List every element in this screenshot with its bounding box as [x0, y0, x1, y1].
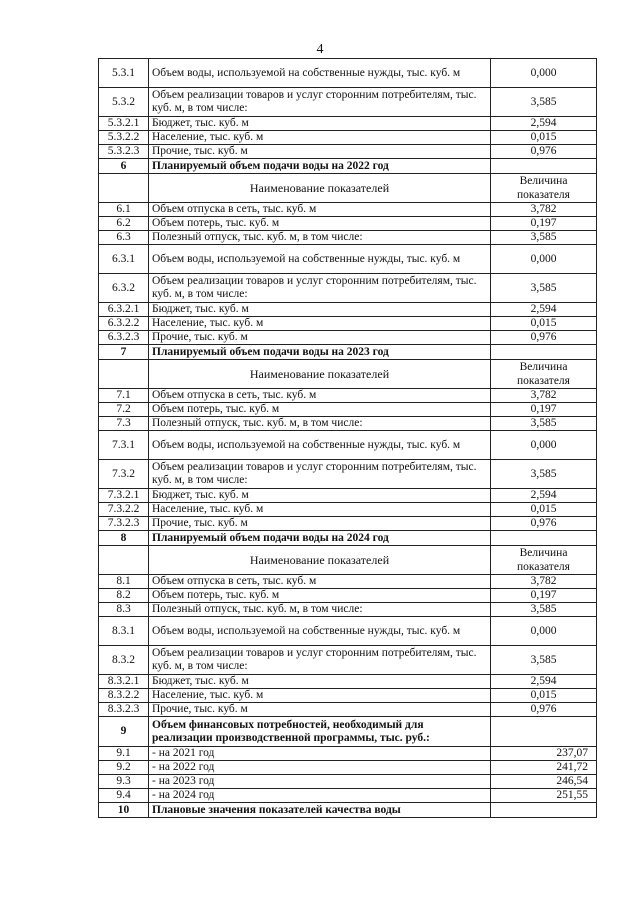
- row-value: 0,197: [491, 403, 597, 417]
- production-program-table: [98, 58, 597, 818]
- row-number: 7.3: [99, 417, 149, 431]
- row-description: Прочие, тыс. куб. м: [149, 145, 491, 159]
- table-row: [99, 174, 597, 203]
- row-value: [491, 531, 597, 546]
- row-number: 6.3.2.1: [99, 303, 149, 317]
- row-value: 2,594: [491, 117, 597, 131]
- column-header-value: Величина показателя: [491, 546, 597, 575]
- table-row: [99, 331, 597, 345]
- row-description: Бюджет, тыс. куб. м: [149, 489, 491, 503]
- row-number: 7.3.1: [99, 431, 149, 460]
- row-number: 8.3.2.3: [99, 703, 149, 717]
- table-row: [99, 317, 597, 331]
- row-value: 3,782: [491, 575, 597, 589]
- row-number: 6.3.2.2: [99, 317, 149, 331]
- row-number: 6: [99, 159, 149, 174]
- row-description: Объем финансовых потребностей, необходимый для реализации производственной программы, тыс. руб.:: [149, 717, 491, 747]
- row-value: [491, 345, 597, 360]
- table-body: [99, 59, 597, 818]
- row-value: 2,594: [491, 489, 597, 503]
- row-value: 0,976: [491, 331, 597, 345]
- row-number: 7.3.2.1: [99, 489, 149, 503]
- row-value: 241,72: [491, 761, 597, 775]
- page-number: 4: [316, 42, 324, 57]
- table-row: [99, 303, 597, 317]
- row-description: Полезный отпуск, тыс. куб. м, в том числе:: [149, 417, 491, 431]
- table-row: [99, 159, 597, 174]
- row-description: Плановые значения показателей качества воды: [149, 803, 491, 818]
- table-row: [99, 646, 597, 675]
- column-header-name: Наименование показателей: [149, 360, 491, 389]
- row-description: Прочие, тыс. куб. м: [149, 703, 491, 717]
- row-value: 0,015: [491, 317, 597, 331]
- table-row: [99, 59, 597, 88]
- row-description: Прочие, тыс. куб. м: [149, 517, 491, 531]
- row-value: [491, 717, 597, 747]
- row-value: 2,594: [491, 675, 597, 689]
- table-row: [99, 431, 597, 460]
- row-number: 8.3: [99, 603, 149, 617]
- row-description: Объем отпуска в сеть, тыс. куб. м: [149, 203, 491, 217]
- row-value: 246,54: [491, 775, 597, 789]
- row-number: 10: [99, 803, 149, 818]
- row-value: 0,976: [491, 517, 597, 531]
- row-value: 0,000: [491, 245, 597, 274]
- table-row: [99, 489, 597, 503]
- row-number: 6.3.1: [99, 245, 149, 274]
- row-number: 5.3.2: [99, 88, 149, 117]
- row-number: 8.3.2.1: [99, 675, 149, 689]
- row-number: 6.3.2.3: [99, 331, 149, 345]
- table-row: [99, 531, 597, 546]
- table-row: [99, 689, 597, 703]
- row-description: Объем воды, используемой на собственные нужды, тыс. куб. м: [149, 245, 491, 274]
- row-number: 8.3.1: [99, 617, 149, 646]
- table-row: [99, 403, 597, 417]
- table-row: [99, 145, 597, 159]
- row-value: 0,976: [491, 145, 597, 159]
- row-number: [99, 546, 149, 575]
- row-value: 3,585: [491, 417, 597, 431]
- table-row: [99, 775, 597, 789]
- table-row: [99, 88, 597, 117]
- row-value: 0,976: [491, 703, 597, 717]
- row-number: 6.1: [99, 203, 149, 217]
- table-row: [99, 503, 597, 517]
- row-number: 7.3.2.2: [99, 503, 149, 517]
- column-header-name: Наименование показателей: [149, 174, 491, 203]
- row-description: Объем потерь, тыс. куб. м: [149, 589, 491, 603]
- table-row: [99, 217, 597, 231]
- table-row: [99, 803, 597, 818]
- row-description: Объем воды, используемой на собственные нужды, тыс. куб. м: [149, 431, 491, 460]
- row-value: 3,585: [491, 88, 597, 117]
- row-number: 9.1: [99, 747, 149, 761]
- table-row: [99, 589, 597, 603]
- row-description: Прочие, тыс. куб. м: [149, 331, 491, 345]
- row-description: Население, тыс. куб. м: [149, 503, 491, 517]
- row-value: 0,197: [491, 217, 597, 231]
- table-row: [99, 417, 597, 431]
- row-description: Бюджет, тыс. куб. м: [149, 117, 491, 131]
- table-row: [99, 345, 597, 360]
- row-description: Объем реализации товаров и услуг сторонним потребителям, тыс. куб. м, в том числе:: [149, 88, 491, 117]
- row-value: 3,585: [491, 274, 597, 303]
- row-number: 6.3: [99, 231, 149, 245]
- table-row: [99, 203, 597, 217]
- table-row: [99, 274, 597, 303]
- table-row: [99, 717, 597, 747]
- table-row: [99, 675, 597, 689]
- row-description: Планируемый объем подачи воды на 2022 год: [149, 159, 491, 174]
- table-row: [99, 117, 597, 131]
- row-number: 7.2: [99, 403, 149, 417]
- row-value: 251,55: [491, 789, 597, 803]
- table-row: [99, 789, 597, 803]
- row-number: 7: [99, 345, 149, 360]
- table-row: [99, 703, 597, 717]
- row-number: 6.3.2: [99, 274, 149, 303]
- row-number: 7.3.2.3: [99, 517, 149, 531]
- table-row: [99, 131, 597, 145]
- table-row: [99, 389, 597, 403]
- row-description: Население, тыс. куб. м: [149, 317, 491, 331]
- row-number: 8: [99, 531, 149, 546]
- table-row: [99, 603, 597, 617]
- table-row: [99, 360, 597, 389]
- row-description: Население, тыс. куб. м: [149, 689, 491, 703]
- table-row: [99, 761, 597, 775]
- row-number: 5.3.2.1: [99, 117, 149, 131]
- row-number: 8.3.2.2: [99, 689, 149, 703]
- row-value: 3,782: [491, 203, 597, 217]
- row-number: 5.3.2.2: [99, 131, 149, 145]
- row-description: - на 2023 год: [149, 775, 491, 789]
- row-number: 5.3.1: [99, 59, 149, 88]
- row-value: 0,000: [491, 431, 597, 460]
- row-description: Полезный отпуск, тыс. куб. м, в том числе:: [149, 231, 491, 245]
- row-description: Объем реализации товаров и услуг сторонним потребителям, тыс. куб. м, в том числе:: [149, 460, 491, 489]
- column-header-value: Величина показателя: [491, 360, 597, 389]
- row-value: 0,015: [491, 131, 597, 145]
- row-description: Население, тыс. куб. м: [149, 131, 491, 145]
- table-row: [99, 231, 597, 245]
- row-description: Планируемый объем подачи воды на 2023 год: [149, 345, 491, 360]
- row-number: 9.2: [99, 761, 149, 775]
- row-value: 0,197: [491, 589, 597, 603]
- row-description: - на 2022 год: [149, 761, 491, 775]
- row-description: Объем потерь, тыс. куб. м: [149, 403, 491, 417]
- row-description: Объем отпуска в сеть, тыс. куб. м: [149, 575, 491, 589]
- row-description: Объем воды, используемой на собственные нужды, тыс. куб. м: [149, 617, 491, 646]
- table-row: [99, 546, 597, 575]
- row-value: 3,585: [491, 460, 597, 489]
- row-value: 0,015: [491, 503, 597, 517]
- row-description: Объем потерь, тыс. куб. м: [149, 217, 491, 231]
- row-description: - на 2021 год: [149, 747, 491, 761]
- table-row: [99, 460, 597, 489]
- table-row: [99, 517, 597, 531]
- row-description: Объем воды, используемой на собственные нужды, тыс. куб. м: [149, 59, 491, 88]
- row-value: 0,015: [491, 689, 597, 703]
- row-number: 9.3: [99, 775, 149, 789]
- row-number: 5.3.2.3: [99, 145, 149, 159]
- row-description: Объем реализации товаров и услуг сторонним потребителям, тыс. куб. м, в том числе:: [149, 646, 491, 675]
- row-description: Планируемый объем подачи воды на 2024 год: [149, 531, 491, 546]
- row-value: 3,585: [491, 603, 597, 617]
- row-value: 3,585: [491, 646, 597, 675]
- row-value: [491, 803, 597, 818]
- row-number: 8.2: [99, 589, 149, 603]
- row-number: 8.1: [99, 575, 149, 589]
- row-number: 8.3.2: [99, 646, 149, 675]
- row-description: Полезный отпуск, тыс. куб. м, в том числе:: [149, 603, 491, 617]
- row-value: 3,782: [491, 389, 597, 403]
- row-number: [99, 360, 149, 389]
- row-description: Объем реализации товаров и услуг сторонним потребителям, тыс. куб. м, в том числе:: [149, 274, 491, 303]
- row-value: [491, 159, 597, 174]
- table-row: [99, 245, 597, 274]
- row-description: Бюджет, тыс. куб. м: [149, 675, 491, 689]
- column-header-name: Наименование показателей: [149, 546, 491, 575]
- column-header-value: Величина показателя: [491, 174, 597, 203]
- row-description: - на 2024 год: [149, 789, 491, 803]
- row-value: 0,000: [491, 617, 597, 646]
- row-number: 9.4: [99, 789, 149, 803]
- row-value: 237,07: [491, 747, 597, 761]
- row-value: 2,594: [491, 303, 597, 317]
- row-value: 0,000: [491, 59, 597, 88]
- row-description: Бюджет, тыс. куб. м: [149, 303, 491, 317]
- table-row: [99, 575, 597, 589]
- row-number: 9: [99, 717, 149, 747]
- row-number: [99, 174, 149, 203]
- row-description: Объем отпуска в сеть, тыс. куб. м: [149, 389, 491, 403]
- row-number: 6.2: [99, 217, 149, 231]
- table-row: [99, 617, 597, 646]
- row-number: 7.3.2: [99, 460, 149, 489]
- table-row: [99, 747, 597, 761]
- row-value: 3,585: [491, 231, 597, 245]
- row-number: 7.1: [99, 389, 149, 403]
